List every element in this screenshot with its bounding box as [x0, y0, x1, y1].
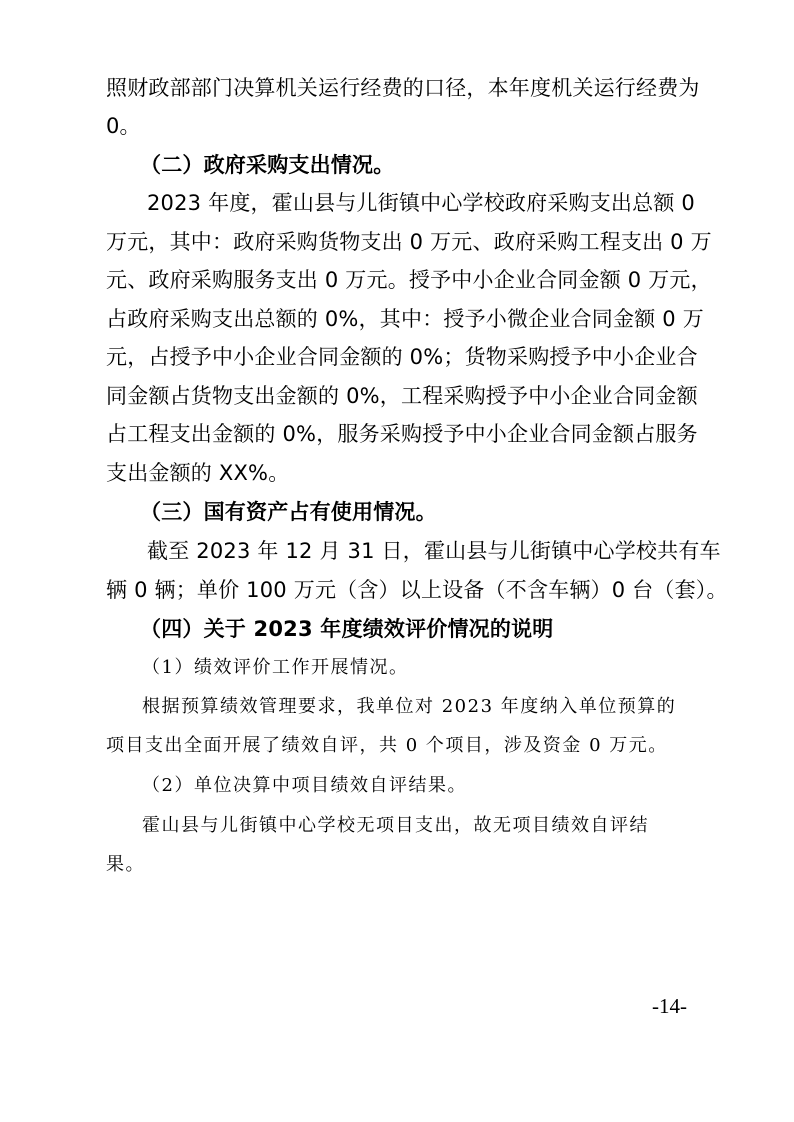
- paragraph-line: 根据预算绩效管理要求，我单位对 2023 年度纳入单位预算的: [142, 696, 677, 717]
- paragraph-line: 照财政部部门决算机关运行经费的口径，本年度机关运行经费为: [106, 76, 700, 100]
- paragraph-line: 霍山县与儿街镇中心学校无项目支出，故无项目绩效自评结: [142, 815, 649, 836]
- paragraph-line: 同金额占货物支出金额的 0%，工程采购授予中小企业合同金额: [106, 384, 698, 408]
- paragraph-line: 元，占授予中小企业合同金额的 0%；货物采购授予中小企业合: [106, 345, 698, 369]
- subsection-title: （1）绩效评价工作开展情况。: [142, 657, 409, 678]
- paragraph-line: 万元，其中：政府采购货物支出 0 万元、政府采购工程支出 0 万: [106, 230, 712, 254]
- paragraph-line: 占政府采购支出总额的 0%，其中：授予小微企业合同金额 0 万: [106, 307, 704, 331]
- paragraph-line: 元、政府采购服务支出 0 万元。授予中小企业合同金额 0 万元，: [106, 268, 712, 292]
- paragraph-line: 占工程支出金额的 0%，服务采购授予中小企业合同金额占服务: [106, 422, 698, 446]
- section-heading: （四）关于 2023 年度绩效评价情况的说明: [140, 617, 554, 641]
- paragraph-line: 2023 年度，霍山县与儿街镇中心学校政府采购支出总额 0: [147, 191, 695, 215]
- section-heading: （三）国有资产占有使用情况。: [140, 500, 437, 524]
- section-heading: （二）政府采购支出情况。: [140, 153, 395, 177]
- paragraph-line: 支出金额的 XX%。: [106, 461, 290, 485]
- paragraph-line: 辆 0 辆；单价 100 万元（含）以上设备（不含车辆）0 台（套）。: [106, 578, 728, 602]
- page-number: -14-: [652, 994, 687, 1018]
- subsection-title: （2）单位决算中项目绩效自评结果。: [142, 775, 467, 796]
- paragraph-line: 截至 2023 年 12 月 31 日，霍山县与儿街镇中心学校共有车: [147, 539, 721, 563]
- paragraph-line: 项目支出全面开展了绩效自评，共 0 个项目，涉及资金 0 万元。: [106, 735, 668, 756]
- paragraph-line: 果。: [106, 854, 145, 875]
- paragraph-line: 0。: [106, 114, 141, 138]
